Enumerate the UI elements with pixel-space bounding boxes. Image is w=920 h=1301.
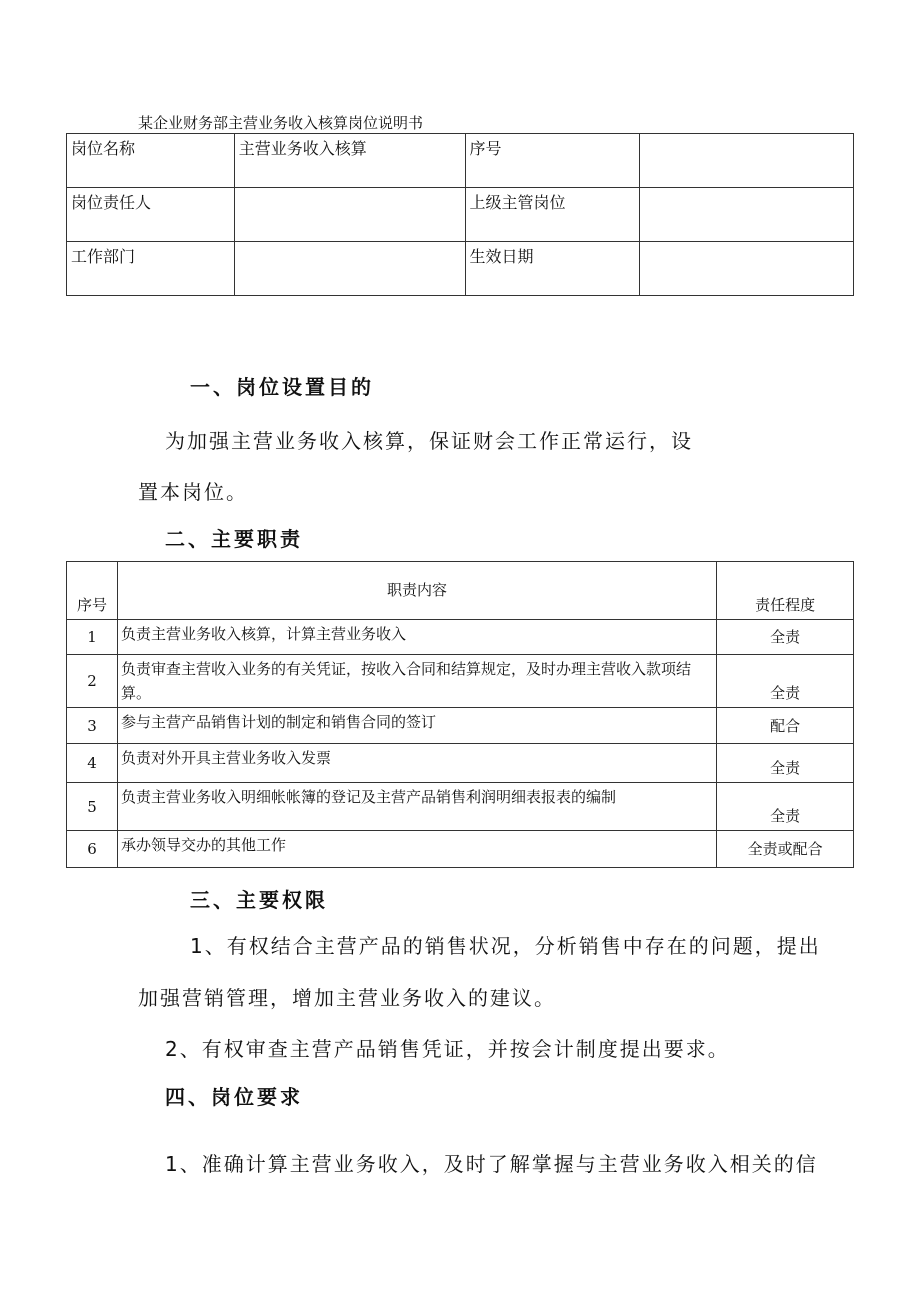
info-label: 生效日期 xyxy=(465,242,640,296)
info-label: 序号 xyxy=(465,134,640,188)
section-2-heading: 二、主要职责 xyxy=(165,527,303,551)
table-row xyxy=(67,744,854,783)
table-row xyxy=(67,708,854,744)
info-row xyxy=(67,242,854,296)
duty-level: 全责或配合 xyxy=(717,831,854,868)
info-table xyxy=(66,133,854,296)
section-3-para-1-line-1: 1、有权结合主营产品的销售状况，分析销售中存在的问题，提出 xyxy=(190,934,821,958)
duty-content: 负责审查主营收入业务的有关凭证，按收入合同和结算规定，及时办理主营收入款项结算。 xyxy=(117,655,716,708)
table-row xyxy=(67,783,854,831)
info-label: 岗位责任人 xyxy=(67,188,235,242)
info-value xyxy=(640,188,854,242)
duty-table xyxy=(66,561,854,868)
section-3-para-1-line-2: 加强营销管理，增加主营业务收入的建议。 xyxy=(138,986,556,1010)
info-label: 岗位名称 xyxy=(67,134,235,188)
duty-no: 3 xyxy=(67,708,118,744)
info-row xyxy=(67,188,854,242)
duty-header-row xyxy=(67,562,854,620)
duty-content: 负责主营业务收入核算，计算主营业务收入 xyxy=(117,620,716,655)
duty-no: 5 xyxy=(67,783,118,831)
info-value xyxy=(234,188,465,242)
header-level: 责任程度 xyxy=(717,562,854,620)
duty-content: 参与主营产品销售计划的制定和销售合同的签订 xyxy=(117,708,716,744)
info-label: 上级主管岗位 xyxy=(465,188,640,242)
duty-level: 全责 xyxy=(717,744,854,783)
document-title: 某企业财务部主营业务收入核算岗位说明书 xyxy=(138,114,424,132)
duty-level: 全责 xyxy=(717,655,854,708)
duty-no: 1 xyxy=(67,620,118,655)
info-value xyxy=(234,242,465,296)
section-3-heading: 三、主要权限 xyxy=(190,888,328,912)
info-value xyxy=(640,242,854,296)
section-3-para-2: 2、有权审查主营产品销售凭证，并按会计制度提出要求。 xyxy=(165,1037,730,1061)
table-row xyxy=(67,655,854,708)
duty-level: 配合 xyxy=(717,708,854,744)
info-value xyxy=(640,134,854,188)
header-content: 职责内容 xyxy=(117,562,716,620)
duty-content: 负责对外开具主营业务收入发票 xyxy=(117,744,716,783)
duty-no: 6 xyxy=(67,831,118,868)
duty-content: 负责主营业务收入明细帐帐簿的登记及主营产品销售利润明细表报表的编制 xyxy=(117,783,716,831)
duty-level: 全责 xyxy=(717,620,854,655)
table-row xyxy=(67,620,854,655)
section-1-line-1: 为加强主营业务收入核算，保证财会工作正常运行，设 xyxy=(165,429,693,453)
info-label: 工作部门 xyxy=(67,242,235,296)
section-4-para-1: 1、准确计算主营业务收入，及时了解掌握与主营业务收入相关的信 xyxy=(165,1152,818,1176)
section-1-heading: 一、岗位设置目的 xyxy=(190,375,374,399)
table-row xyxy=(67,831,854,868)
info-value: 主营业务收入核算 xyxy=(234,134,465,188)
duty-level: 全责 xyxy=(717,783,854,831)
info-row xyxy=(67,134,854,188)
duty-no: 2 xyxy=(67,655,118,708)
duty-content: 承办领导交办的其他工作 xyxy=(117,831,716,868)
section-1-line-2: 置本岗位。 xyxy=(138,480,248,504)
section-4-heading: 四、岗位要求 xyxy=(165,1085,303,1109)
duty-no: 4 xyxy=(67,744,118,783)
header-no: 序号 xyxy=(67,562,118,620)
